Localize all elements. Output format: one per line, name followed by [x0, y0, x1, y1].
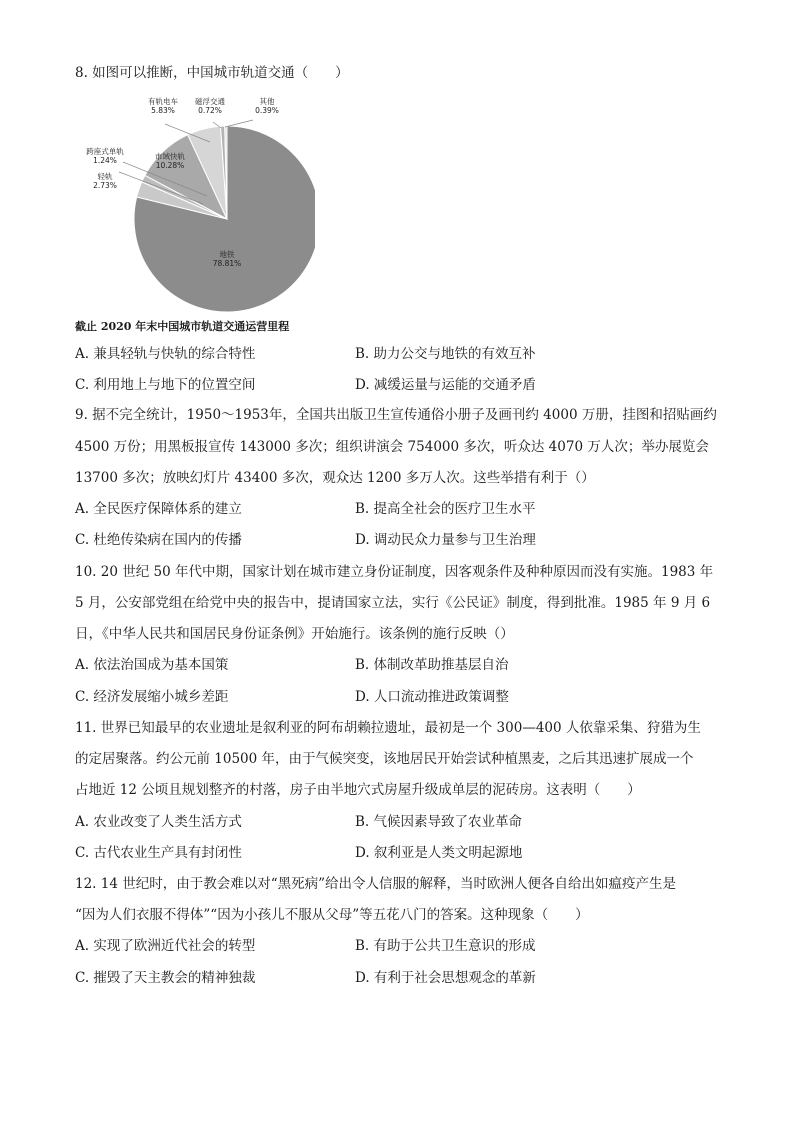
q11-option-d[interactable]: D. 叙利亚是人类文明起源地 — [355, 845, 523, 861]
q12-option-c[interactable]: C. 摧毁了天主教会的精神独裁 — [75, 970, 256, 986]
q8-option-b[interactable]: B. 助力公交与地铁的有效互补 — [355, 346, 536, 362]
chart-caption: 截止 2020 年末中国城市轨道交通运营里程 — [75, 320, 290, 333]
pie-label-value-1: 2.73% — [93, 181, 117, 190]
question-12-stem-line-1: 12. 14 世纪时，由于教会难以对“黑死病”给出令人信服的解释，当时欧洲人便各自给出如瘟疫产生是 — [75, 876, 677, 892]
q9-option-a[interactable]: A. 全民医疗保障体系的建立 — [75, 501, 242, 517]
q9-option-b[interactable]: B. 提高全社会的医疗卫生水平 — [355, 501, 536, 517]
pie-leader-line-6 — [225, 120, 253, 127]
q11-option-a[interactable]: A. 农业改变了人类生活方式 — [75, 814, 242, 830]
q11-option-b[interactable]: B. 气候因素导致了农业革命 — [355, 814, 523, 830]
pie-label-name-2: 跨座式单轨 — [86, 147, 124, 156]
pie-label-value-5: 0.72% — [198, 106, 222, 115]
pie-chart — [75, 92, 315, 322]
question-8-stem: 8. 如图可以推断，中国城市轨道交通（ ） — [75, 65, 349, 81]
pie-label-name-0: 地铁 — [219, 250, 235, 259]
question-9-stem-line-2: 4500 万份；用黑板报宣传 143000 多次；组织讲演会 754000 多次，听众达 4070 万人次；举办展览会 — [75, 439, 709, 455]
question-9-stem-line-3: 13700 多次；放映幻灯片 43400 多次，观众达 1200 多万人次。这些举措有利于（） — [75, 470, 595, 486]
question-11-stem-line-2: 的定居聚落。约公元前 10500 年，由于气候突变，该地居民开始尝试种植黑麦，之后其迅速扩展成一个 — [75, 751, 694, 767]
pie-label-name-4: 有轨电车 — [148, 97, 178, 106]
question-12-stem-line-2: “因为人们衣服不得体”“因为小孩儿不服从父母”等五花八门的答案。这种现象（ ） — [75, 907, 589, 923]
q12-option-a[interactable]: A. 实现了欧洲近代社会的转型 — [75, 938, 256, 954]
pie-label-name-6: 其他 — [259, 97, 275, 106]
q8-option-c[interactable]: C. 利用地上与地下的位置空间 — [75, 377, 256, 393]
question-9-stem-line-1: 9. 据不完全统计，1950～1953年，全国共出版卫生宣传通俗小册子及画刊约 4000 万册，挂图和招贴画约 — [75, 407, 717, 423]
pie-label-value-4: 5.83% — [151, 106, 175, 115]
pie-label-value-6: 0.39% — [255, 106, 279, 115]
q11-option-c[interactable]: C. 古代农业生产具有封闭性 — [75, 845, 242, 861]
q8-option-a[interactable]: A. 兼具轻轨与快轨的综合特性 — [75, 346, 256, 362]
question-10-stem-line-3: 日，《中华人民共和国居民身份证条例》开始施行。该条例的施行反映（） — [75, 626, 514, 642]
question-10-stem-line-2: 5 月，公安部党组在给党中央的报告中，提请国家立法，实行《公民证》制度，得到批准。1985 年 9 月 6 — [75, 595, 711, 611]
pie-label-value-2: 1.24% — [93, 156, 117, 165]
q10-option-a[interactable]: A. 依法治国成为基本国策 — [75, 657, 229, 673]
q8-option-d[interactable]: D. 减缓运量与运能的交通矛盾 — [355, 377, 536, 393]
q10-option-c[interactable]: C. 经济发展缩小城乡差距 — [75, 689, 229, 705]
q12-option-d[interactable]: D. 有利于社会思想观念的革新 — [355, 970, 536, 986]
pie-label-name-5: 磁浮交通 — [195, 97, 225, 106]
pie-label-name-1: 轻轨 — [97, 172, 113, 181]
question-11-stem-line-1: 11. 世界已知最早的农业遗址是叙利亚的阿布胡赖拉遗址，最初是一个 300—400 人依靠采集、狩猎为生 — [75, 720, 701, 736]
pie-label-value-0: 78.81% — [212, 259, 242, 268]
pie-label-value-3: 10.28% — [155, 161, 185, 170]
q9-option-d[interactable]: D. 调动民众力量参与卫生治理 — [355, 532, 536, 548]
question-10-stem-line-1: 10. 20 世纪 50 年代中期，国家计划在城市建立身份证制度，因客观条件及种种原因而没有实施。1983 年 — [75, 564, 714, 580]
pie-label-name-3: 市域快轨 — [155, 152, 185, 161]
q10-option-b[interactable]: B. 体制改革助推基层自治 — [355, 657, 509, 673]
q10-option-d[interactable]: D. 人口流动推进政策调整 — [355, 689, 509, 705]
q12-option-b[interactable]: B. 有助于公共卫生意识的形成 — [355, 938, 536, 954]
question-11-stem-line-3: 占地近 12 公顷且规划整齐的村落，房子由半地穴式房屋升级成单层的泥砖房。这表明（ ） — [75, 782, 641, 798]
q9-option-c[interactable]: C. 杜绝传染病在国内的传播 — [75, 532, 242, 548]
